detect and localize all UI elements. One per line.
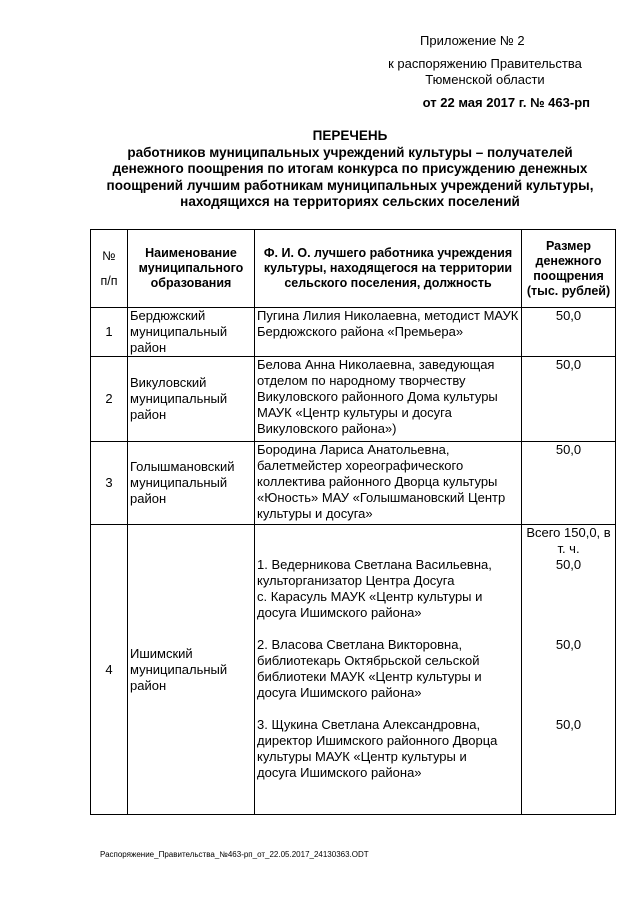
sub-person-line: 2. Власова Светлана Викторовна, <box>257 637 463 652</box>
annex-number: Приложение № 2 <box>420 33 525 48</box>
row-municipality: Голышмановский муниципальный район <box>128 442 255 525</box>
annex-line-decree: к распоряжению Правительства <box>388 56 582 71</box>
sub-person-line: с. Карасуль МАУК «Центр культуры и <box>257 589 483 604</box>
table-header-row <box>91 230 616 308</box>
row-person: Пугина Лилия Николаевна, методист МАУК Бердюжского района «Премьера» <box>255 308 522 357</box>
header-num-symbol: № <box>102 248 116 263</box>
row-amount-multi <box>522 525 616 815</box>
row-num: 4 <box>91 525 128 815</box>
row-municipality: Ишимский муниципальный район <box>128 525 255 815</box>
sub-amount: 50,0 <box>555 717 582 732</box>
sub-person-line: 3. Щукина Светлана Александровна, <box>257 717 481 732</box>
sub-person-line: директор Ишимского районного Дворца <box>257 733 498 748</box>
sub-person-line: 1. Ведерникова Светлана Васильевна, <box>257 557 492 572</box>
sub-person <box>257 717 519 781</box>
row-amount-total: Всего 150,0, в т. ч. <box>526 525 611 556</box>
annex-block <box>380 33 590 111</box>
header-person: Ф. И. О. лучшего работника учреждения культуры, находящегося на территории сельского поселения, должность <box>255 230 522 308</box>
title-line-4: находящихся на территориях сельских поселений <box>180 194 520 209</box>
title-heading: ПЕРЕЧЕНЬ <box>312 128 388 143</box>
header-municipality: Наименование муниципального образования <box>128 230 255 308</box>
row-person-multi <box>255 525 522 815</box>
title-line-2: денежного поощрения по итогам конкурса по присуждению денежных <box>112 161 588 176</box>
row-amount: 50,0 <box>522 308 616 357</box>
sub-amount: 50,0 <box>555 637 582 652</box>
title-line-3: поощрений лучшим работникам муниципальных учреждений культуры, <box>106 177 594 193</box>
row-person: Бородина Лариса Анатольевна, балетмейстер хореографического коллектива районного Дворца культуры «Юность» МАУ «Голышмановский Центр культуры и досуга» <box>255 442 522 525</box>
sub-person-line: досуга Ишимского района» <box>257 765 422 780</box>
sub-person-line: культуры МАУК «Центр культуры и <box>257 749 467 764</box>
row-municipality: Викуловский муниципальный район <box>128 357 255 442</box>
row-amount: 50,0 <box>522 442 616 525</box>
table-row <box>91 308 616 357</box>
sub-person <box>257 637 519 717</box>
sub-amount: 50,0 <box>555 557 582 572</box>
document-title <box>80 128 620 211</box>
sub-person-line: досуга Ишимского района» <box>257 605 422 620</box>
title-line-1: работников муниципальных учреждений культуры – получателей <box>127 144 573 160</box>
row-amount: 50,0 <box>522 357 616 442</box>
row-num: 2 <box>91 357 128 442</box>
table-row <box>91 525 616 815</box>
recipients-table <box>90 229 616 815</box>
sub-person-line: библиотекарь Октябрьской сельской <box>257 653 480 668</box>
sub-person-line: досуга Ишимского района» <box>257 685 422 700</box>
row-municipality: Бердюжский муниципальный район <box>128 308 255 357</box>
row-person: Белова Анна Николаевна, заведующая отделом по народному творчеству Викуловского районного Дома культуры МАУК «Центр культуры и досуга Викуловского района») <box>255 357 522 442</box>
row-num: 3 <box>91 442 128 525</box>
table-row <box>91 357 616 442</box>
header-num-label: п/п <box>100 273 118 288</box>
row-num: 1 <box>91 308 128 357</box>
annex-line-region: Тюменской области <box>425 72 545 87</box>
annex-date: от 22 мая 2017 г. № 463-рп <box>422 95 590 110</box>
table-row <box>91 442 616 525</box>
sub-person-line: культорганизатор Центра Досуга <box>257 573 455 588</box>
sub-person-line: библиотеки МАУК «Центр культуры и <box>257 669 482 684</box>
sub-person <box>257 557 519 637</box>
header-amount: Размер денежного поощрения (тыс. рублей) <box>522 230 616 308</box>
header-num <box>91 230 128 308</box>
footer-filename: Распоряжение_Правительства_№463-рп_от_22.05.2017_24130363.ODT <box>100 850 369 859</box>
